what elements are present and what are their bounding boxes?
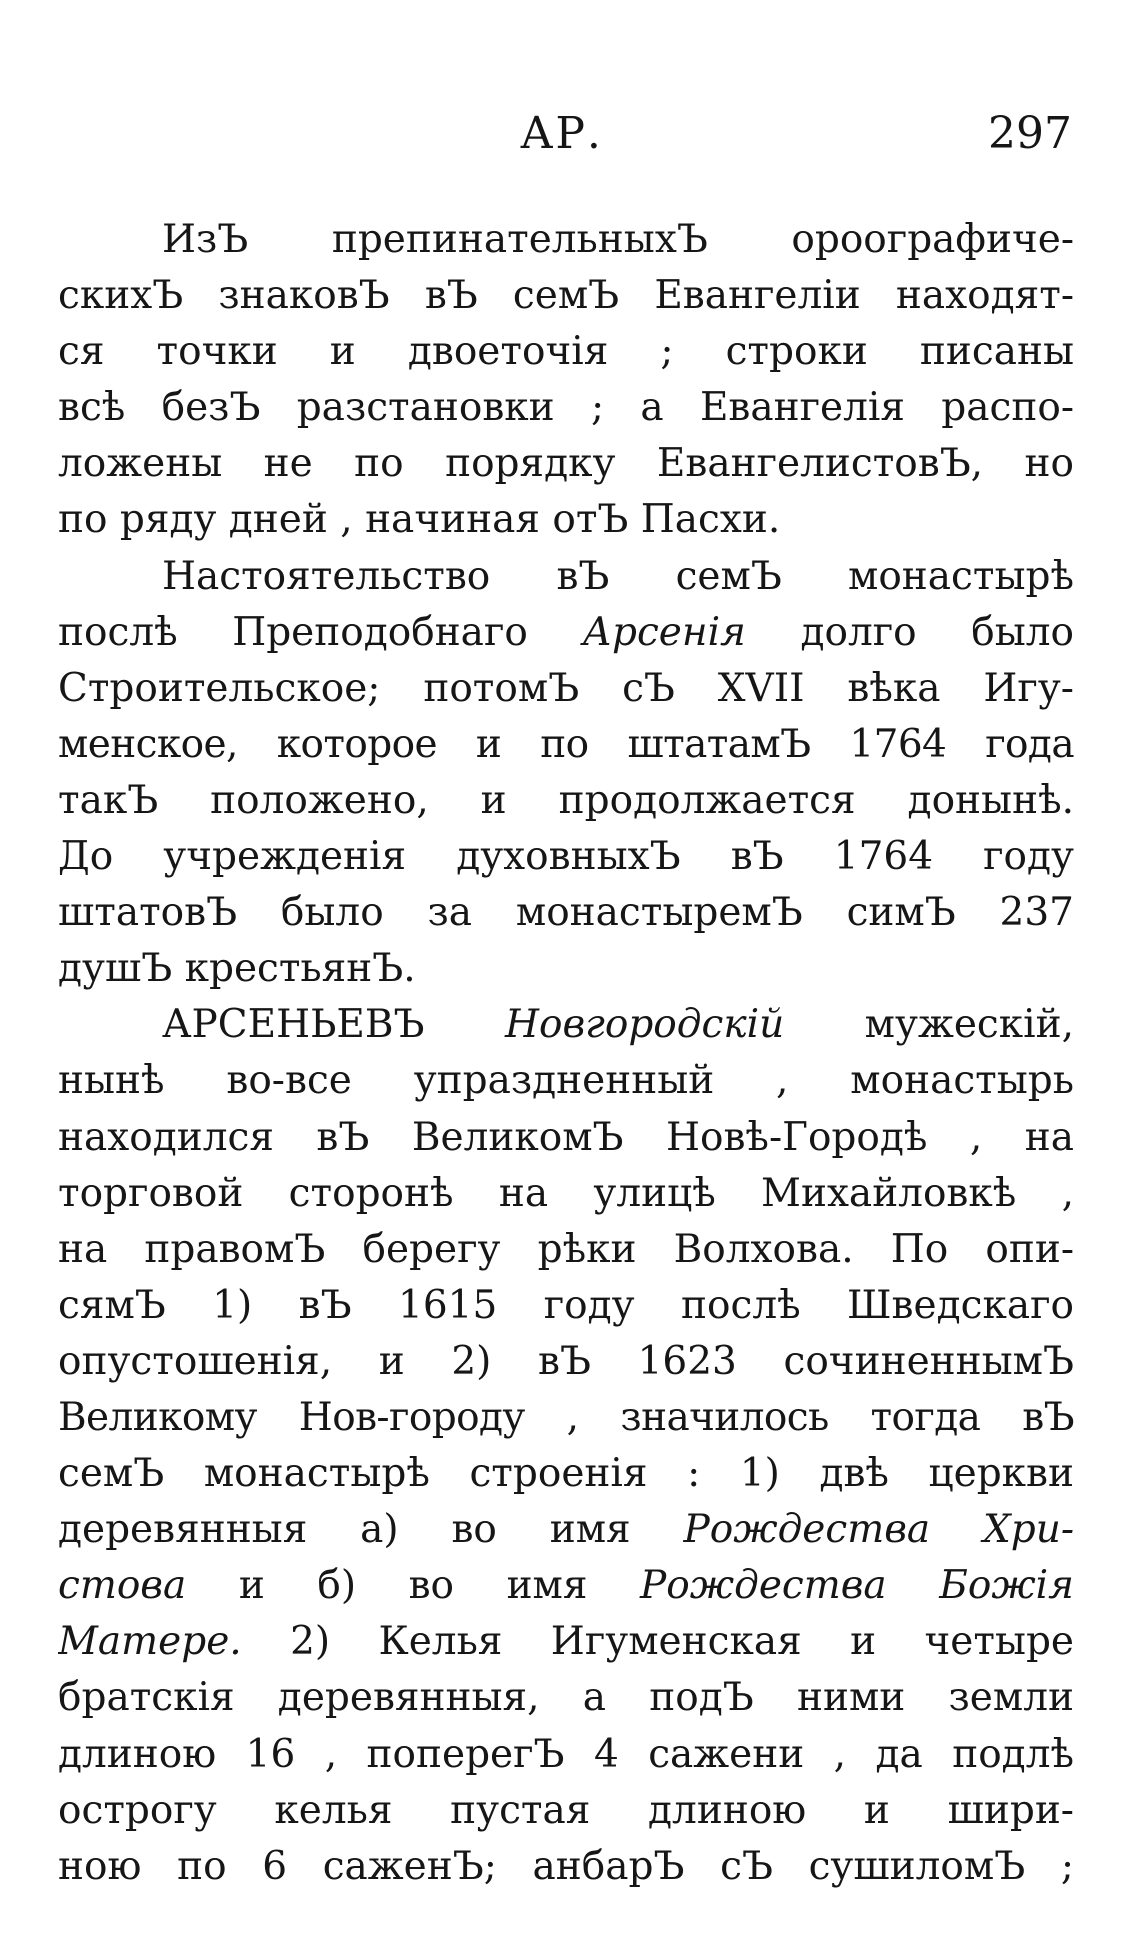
text-line: менское, которое и по штатамЪ 1764 года: [58, 721, 1074, 767]
text-line: семЪ монастырѣ строенія : 1) двѣ церкви: [58, 1451, 1074, 1497]
church-name-italic: Матере.: [58, 1619, 242, 1665]
text-line: [58, 605, 1074, 661]
text-line: братскія деревянныя, а подЪ ними земли: [58, 1675, 1074, 1721]
text-line: опустошенія, и 2) вЪ 1623 сочиненнымЪ: [58, 1338, 1074, 1384]
text-line: душЪ крестьянЪ.: [58, 946, 416, 992]
text-line: Настоятельство вЪ семЪ монастырѣ: [162, 553, 1074, 599]
text-line: нынѣ во-все упраздненный , монастырь: [58, 1058, 1074, 1104]
text-line: торговой сторонѣ на улицѣ Михайловкѣ ,: [58, 1170, 1074, 1216]
entry-heading: АРСЕНЬЕВЪ: [162, 1002, 425, 1048]
church-name-italic: Рождества Божія: [640, 1563, 1074, 1609]
text-line: Строительское; потомЪ сЪ XVII вѣка Игу-: [58, 665, 1074, 711]
main-text: [58, 212, 1074, 1895]
running-head: [0, 108, 1140, 168]
running-title: АР.: [520, 108, 603, 159]
text-line: До учрежденія духовныхЪ вЪ 1764 году: [58, 834, 1074, 880]
text-segment: долго было: [800, 609, 1074, 655]
text-line: Великому Нов-городу , значилось тогда вЪ: [58, 1394, 1074, 1440]
text-line: сямЪ 1) вЪ 1615 году послѣ Шведскаго: [58, 1282, 1074, 1328]
church-name-italic: Рождества Хри-: [683, 1507, 1074, 1553]
text-line: [58, 1502, 1074, 1558]
saint-name-italic: Арсенія: [582, 609, 746, 655]
text-segment: мужескій,: [864, 1002, 1074, 1048]
text-line: острогу келья пустая длиною и шири-: [58, 1787, 1074, 1833]
text-line: длиною 16 , поперегЪ 4 сажени , да подлѣ: [58, 1731, 1074, 1777]
text-line: [58, 1614, 1074, 1670]
text-segment: послѣ Преподобнаго: [58, 609, 528, 655]
text-line: [58, 997, 1074, 1053]
text-line: всѣ безЪ разстановки ; а Евангелія распо-: [58, 385, 1074, 431]
text-segment: и б) во имя: [238, 1563, 588, 1609]
text-line: [58, 1558, 1074, 1614]
text-line: по ряду дней , начиная отЪ Пасхи.: [58, 497, 781, 543]
text-line: ся точки и двоеточія ; строки писаны: [58, 329, 1074, 375]
text-segment: деревянныя а) во имя: [58, 1507, 631, 1553]
entry-heading-italic: Новгородскій: [504, 1002, 785, 1048]
text-line: ИзЪ препинательныхЪ ороографиче-: [162, 217, 1074, 262]
text-line: скихЪ знаковЪ вЪ семЪ Евангеліи находят-: [58, 273, 1074, 319]
text-line: находился вЪ ВеликомЪ Новѣ-Городѣ , на: [58, 1114, 1074, 1160]
church-name-italic: стова: [58, 1563, 187, 1609]
text-segment: 2) Келья Игуменская и четыре: [290, 1619, 1074, 1665]
text-line: штатовЪ было за монастыремЪ симЪ 237: [58, 890, 1074, 936]
text-line: такЪ положено, и продолжается донынѣ.: [58, 777, 1074, 823]
text-line: ложены не по порядку ЕвангелистовЪ, но: [58, 441, 1074, 487]
text-line: ною по 6 саженЪ; анбарЪ сЪ сушиломЪ ;: [58, 1843, 1074, 1889]
page-number: 297: [988, 108, 1072, 159]
text-line: на правомЪ берегу рѣки Волхова. По опи-: [58, 1226, 1074, 1272]
